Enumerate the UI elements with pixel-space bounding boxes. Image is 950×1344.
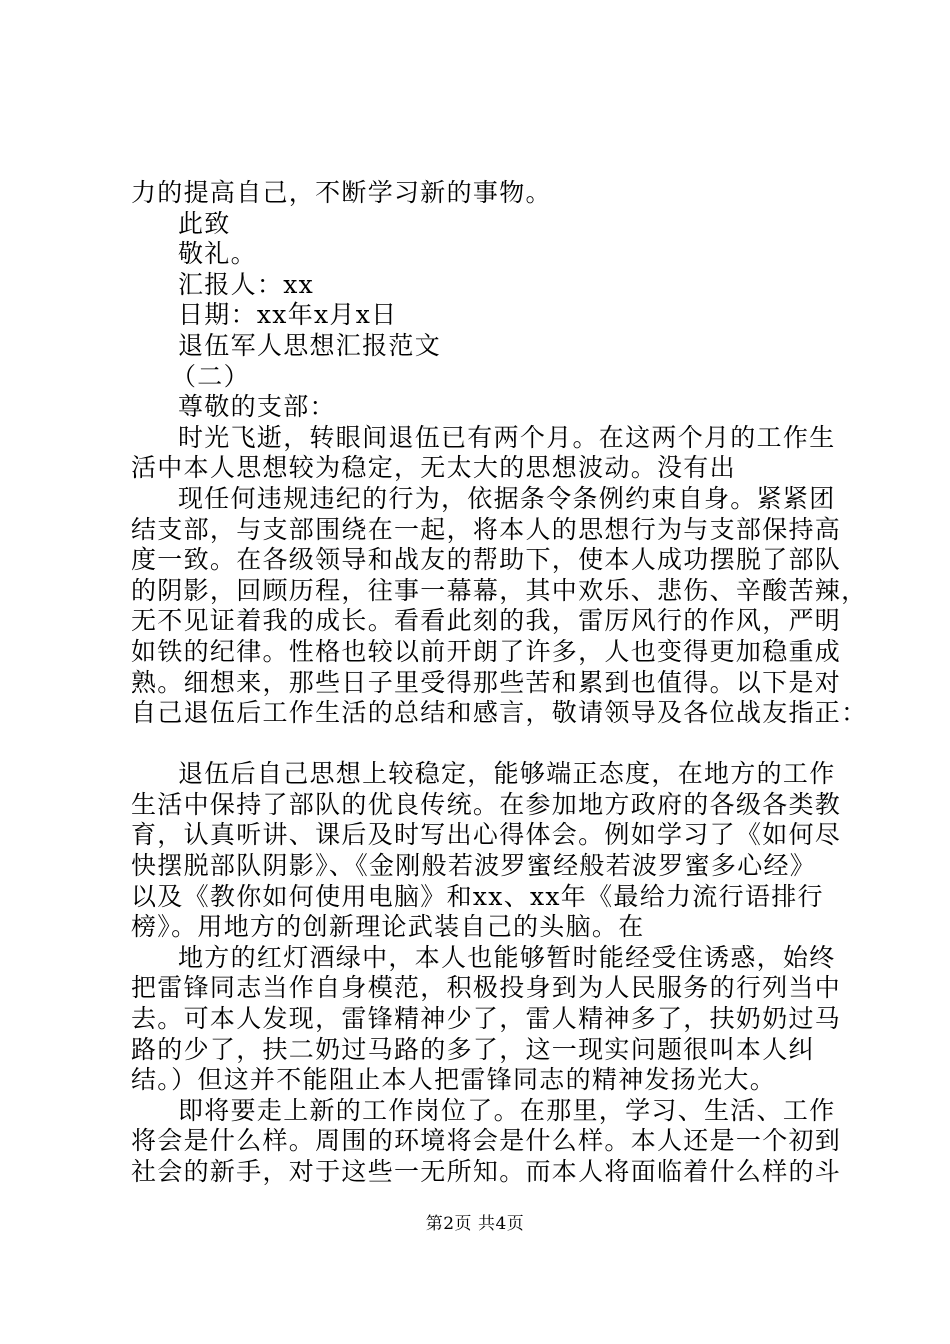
text-line: 熟。细想来，那些日子里受得那些苦和累到也值得。以下是对 bbox=[131, 667, 842, 697]
text-line: 快摆脱部队阴影》、《金刚般若波罗蜜经般若波罗蜜多心经》 bbox=[131, 851, 817, 881]
text-line: 日期：xx年x月x日 bbox=[178, 300, 398, 330]
text-line: 度一致。在各级领导和战友的帮助下，使本人成功摆脱了部队 bbox=[131, 545, 842, 575]
text-line: 自己退伍后工作生活的总结和感言，敬请领导及各位战友指正： bbox=[131, 698, 868, 728]
paragraph-gap bbox=[131, 729, 831, 760]
text-line: 结支部，与支部围绕在一起，将本人的思想行为与支部保持高 bbox=[131, 514, 842, 544]
text-line: 把雷锋同志当作自身模范，积极投身到为人民服务的行列当中 bbox=[131, 973, 842, 1003]
text-line: （二） bbox=[171, 361, 250, 391]
text-line: 生活中保持了部队的优良传统。在参加地方政府的各级各类教 bbox=[131, 789, 842, 819]
text-line: 敬礼。 bbox=[178, 239, 257, 269]
text-line: 榜》。用地方的创新理论武装自己的头脑。在 bbox=[131, 912, 645, 942]
text-line: 将会是什么样。周围的环境将会是什么样。本人还是一个初到 bbox=[131, 1126, 842, 1156]
text-line: 退伍军人思想汇报范文 bbox=[178, 330, 442, 360]
text-line: 以及《教你如何使用电脑》和xx、xx年《最给力流行语排行 bbox=[131, 881, 824, 911]
text-line: 的阴影，回顾历程，往事一幕幕，其中欢乐、悲伤、辛酸苦辣， bbox=[131, 575, 868, 605]
text-line: 去。可本人发现，雷锋精神少了，雷人精神多了，扶奶奶过马 bbox=[131, 1004, 842, 1034]
text-line: 此致 bbox=[178, 208, 231, 238]
document-body bbox=[131, 178, 868, 1188]
text-line: 退伍后自己思想上较稳定，能够端正态度，在地方的工作 bbox=[178, 759, 836, 789]
text-line: 时光飞逝，转眼间退伍已有两个月。在这两个月的工作生 bbox=[178, 422, 836, 452]
text-line: 尊敬的支部： bbox=[178, 392, 336, 422]
text-line: 无不见证着我的成长。看看此刻的我，雷厉风行的作风，严明 bbox=[131, 606, 842, 636]
text-line: 即将要走上新的工作岗位了。在那里，学习、生活、工作 bbox=[178, 1095, 836, 1125]
text-line: 路的少了，扶二奶过马路的多了，这一现实问题很叫本人纠 bbox=[131, 1034, 815, 1064]
text-line: 地方的红灯酒绿中，本人也能够暂时能经受住诱惑，始终 bbox=[178, 942, 836, 972]
text-line: 社会的新手，对于这些一无所知。而本人将面临着什么样的斗 bbox=[131, 1157, 842, 1186]
text-line: 如铁的纪律。性格也较以前开朗了许多，人也变得更加稳重成 bbox=[131, 636, 842, 666]
page-footer: 第2页 共4页 bbox=[425, 1214, 525, 1234]
text-line: 活中本人思想较为稳定，无太大的思想波动。没有出 bbox=[131, 453, 736, 483]
text-line: 现任何违规违纪的行为，依据条令条例约束自身。紧紧团 bbox=[178, 483, 836, 513]
text-line: 结。）但这并不能阻止本人把雷锋同志的精神发扬光大。 bbox=[131, 1065, 777, 1095]
text-line: 育，认真听讲、课后及时写出心得体会。例如学习了《如何尽 bbox=[131, 820, 842, 850]
text-line: 力的提高自己，不断学习新的事物。 bbox=[131, 178, 552, 207]
text-line: 汇报人：xx bbox=[178, 269, 314, 299]
